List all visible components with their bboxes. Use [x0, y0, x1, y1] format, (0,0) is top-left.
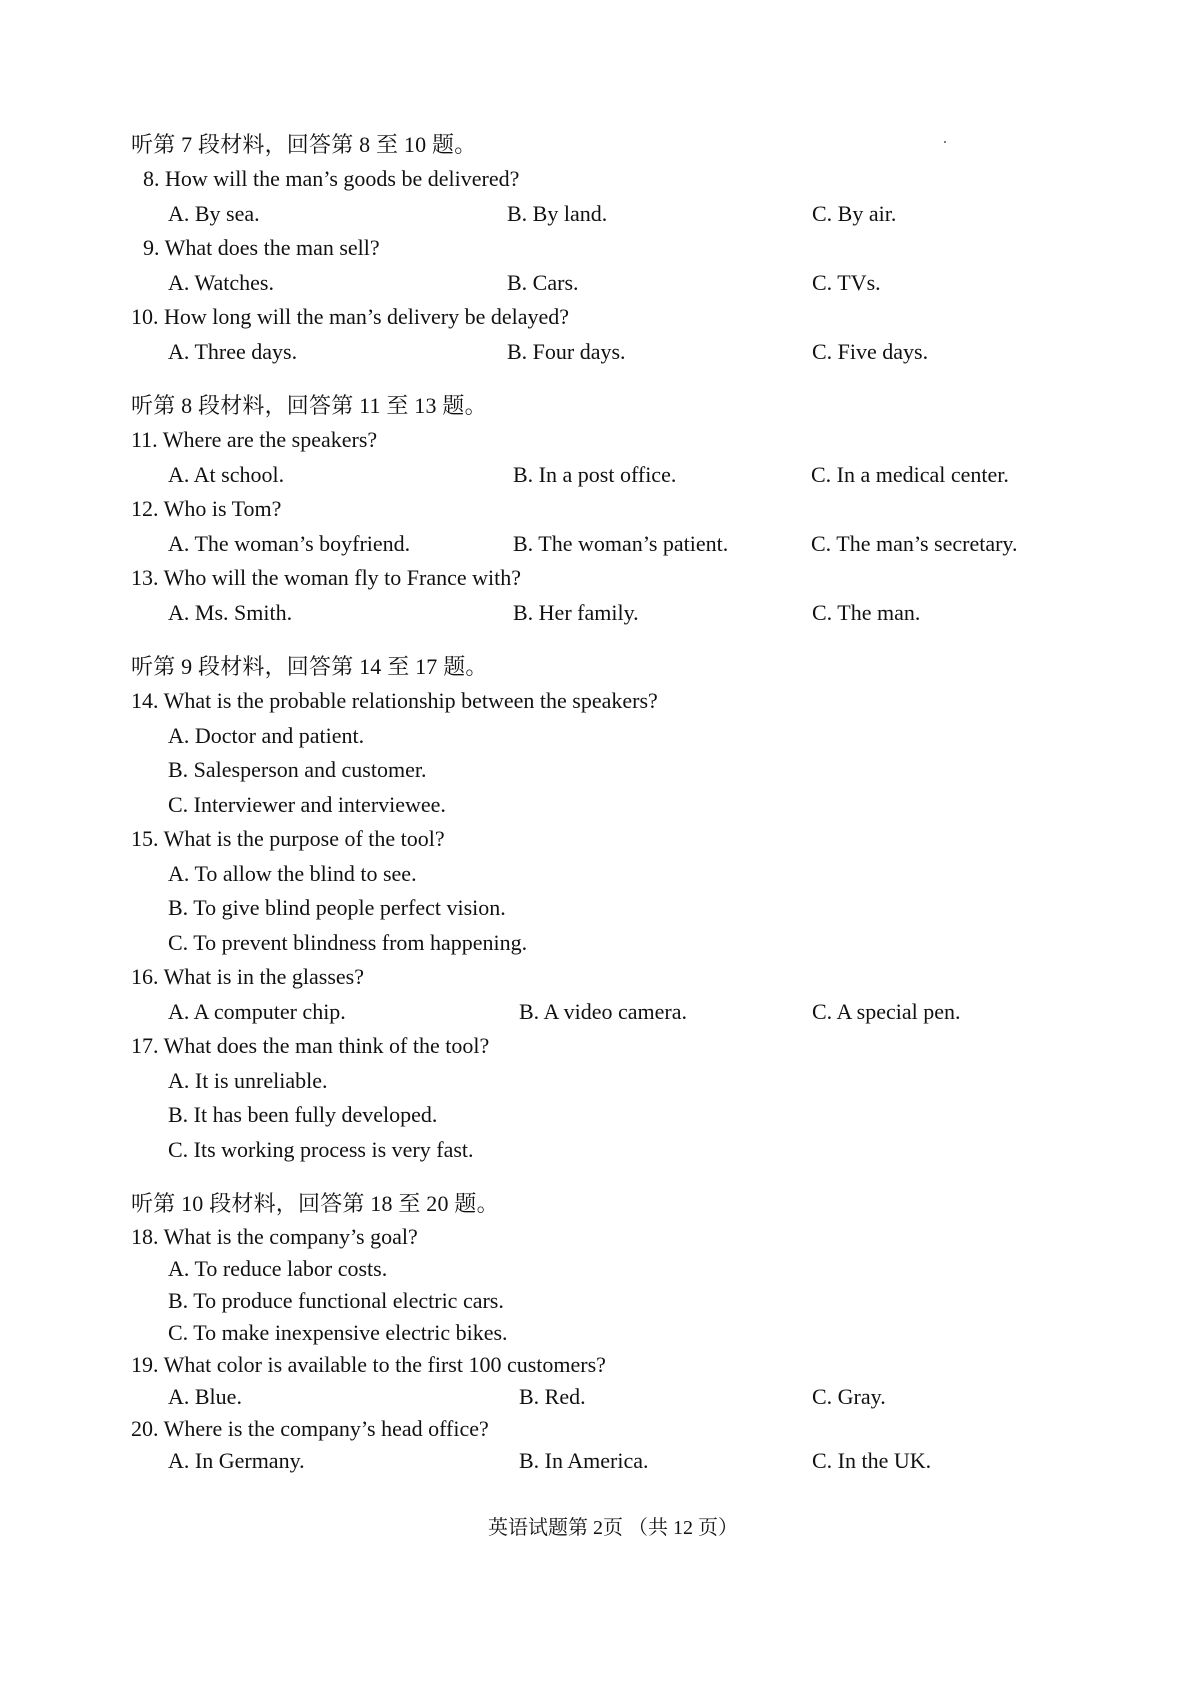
option-b: B. By land.: [507, 200, 608, 226]
option-c: C. The man.: [812, 599, 921, 625]
listening-questions: [131, 128, 1091, 1477]
section-9: [131, 650, 1091, 1167]
options-19: [131, 1381, 1091, 1413]
option-c: C. Interviewer and interviewee.: [168, 791, 446, 817]
question-text: What is the purpose of the tool?: [163, 826, 445, 851]
option-a: A. It is unreliable.: [168, 1067, 328, 1093]
option-c: C. A special pen.: [812, 998, 961, 1024]
question-13: [131, 561, 1091, 596]
option-b: B. Red.: [519, 1384, 586, 1409]
options-9: [131, 266, 1091, 301]
option-a: A. To reduce labor costs.: [168, 1256, 388, 1281]
question-14: [131, 684, 1091, 719]
option-b: B. To give blind people perfect vision.: [168, 895, 506, 920]
option-a: A. At school.: [168, 461, 285, 487]
question-15: [131, 822, 1091, 857]
question-number: 11.: [131, 427, 158, 452]
question-text: How long will the man’s delivery be delayed?: [164, 304, 570, 329]
question-text: What does the man sell?: [164, 235, 380, 260]
question-17: [131, 1029, 1091, 1064]
question-number: 10.: [131, 304, 159, 329]
question-number: 12.: [131, 496, 159, 521]
question-text: What is the company’s goal?: [163, 1224, 418, 1249]
question-text: Where is the company’s head office?: [163, 1416, 489, 1441]
question-20: [131, 1413, 1091, 1445]
option-c: C. The man’s secretary.: [811, 530, 1018, 556]
option-b: B. It has been fully developed.: [168, 1102, 438, 1127]
question-text: What does the man think of the tool?: [163, 1033, 490, 1058]
option-b: B. A video camera.: [519, 998, 688, 1024]
option-a: A. By sea.: [168, 200, 260, 226]
options-16: [131, 995, 1091, 1030]
option-b: B. Cars.: [507, 269, 579, 295]
question-18: [131, 1221, 1091, 1253]
options-8: [131, 197, 1091, 232]
question-number: 16.: [131, 964, 159, 989]
option-a: A. Three days.: [168, 338, 298, 364]
option-a: A. The woman’s boyfriend.: [168, 530, 411, 556]
question-number: 20.: [131, 1416, 159, 1441]
option-b: B. To produce functional electric cars.: [168, 1288, 504, 1313]
option-a: A. Doctor and patient.: [168, 722, 365, 748]
section-10: [131, 1187, 1091, 1477]
question-11: [131, 423, 1091, 458]
options-12: [131, 527, 1091, 562]
question-text: What color is available to the first 100 customers?: [163, 1352, 606, 1377]
question-number: 18.: [131, 1224, 159, 1249]
option-b: B. In America.: [519, 1448, 649, 1473]
page-footer: 英语试题第 2页 （共 12 页）: [488, 1517, 738, 1539]
question-text: What is the probable relationship between the speakers?: [163, 688, 658, 713]
options-20: [131, 1445, 1091, 1477]
question-number: 13.: [131, 565, 159, 590]
option-c: C. In the UK.: [812, 1448, 932, 1473]
section-header: 听第 7 段材料，回答第 8 至 10 题。: [131, 132, 477, 157]
question-text: What is in the glasses?: [163, 964, 365, 989]
question-12: [131, 492, 1091, 527]
option-a: A. Watches.: [168, 269, 274, 295]
section-header: 听第 10 段材料，回答第 18 至 20 题。: [131, 1191, 499, 1216]
question-number: 19.: [131, 1352, 159, 1377]
question-text: Who is Tom?: [163, 496, 282, 521]
option-a: A. In Germany.: [168, 1448, 305, 1473]
option-b: B. The woman’s patient.: [513, 530, 729, 556]
option-b: B. Salesperson and customer.: [168, 757, 427, 782]
option-b: B. Four days.: [507, 338, 626, 364]
section-7: [131, 128, 1091, 369]
options-11: [131, 458, 1091, 493]
option-c: C. By air.: [812, 200, 897, 226]
option-c: C. To prevent blindness from happening.: [168, 929, 528, 955]
option-b: B. In a post office.: [513, 461, 677, 487]
question-text: Who will the woman fly to France with?: [163, 565, 522, 590]
question-number: 9.: [143, 235, 160, 260]
option-a: A. A computer chip.: [168, 998, 346, 1024]
question-number: 17.: [131, 1033, 159, 1058]
question-19: [131, 1349, 1091, 1381]
option-a: A. Blue.: [168, 1384, 242, 1409]
option-a: A. Ms. Smith.: [168, 599, 293, 625]
option-a: A. To allow the blind to see.: [168, 860, 417, 886]
question-16: [131, 960, 1091, 995]
option-b: B. Her family.: [513, 599, 639, 625]
section-header: 听第 9 段材料，回答第 14 至 17 题。: [131, 654, 488, 679]
options-13: [131, 596, 1091, 631]
question-text: Where are the speakers?: [162, 427, 378, 452]
question-number: 14.: [131, 688, 159, 713]
question-text: How will the man’s goods be delivered?: [165, 166, 520, 191]
section-8: [131, 389, 1091, 630]
question-number: 15.: [131, 826, 159, 851]
option-c: C. Five days.: [812, 338, 929, 364]
option-c: C. TVs.: [812, 269, 881, 295]
option-c: C. In a medical center.: [811, 461, 1009, 487]
question-8: [131, 162, 1091, 197]
question-9: [131, 231, 1091, 266]
section-header: 听第 8 段材料，回答第 11 至 13 题。: [131, 393, 487, 418]
question-number: 8.: [143, 166, 160, 191]
option-c: C. Gray.: [812, 1384, 886, 1409]
option-c: C. To make inexpensive electric bikes.: [168, 1320, 508, 1345]
question-10: [131, 300, 1091, 335]
options-10: [131, 335, 1091, 370]
option-c: C. Its working process is very fast.: [168, 1136, 474, 1162]
